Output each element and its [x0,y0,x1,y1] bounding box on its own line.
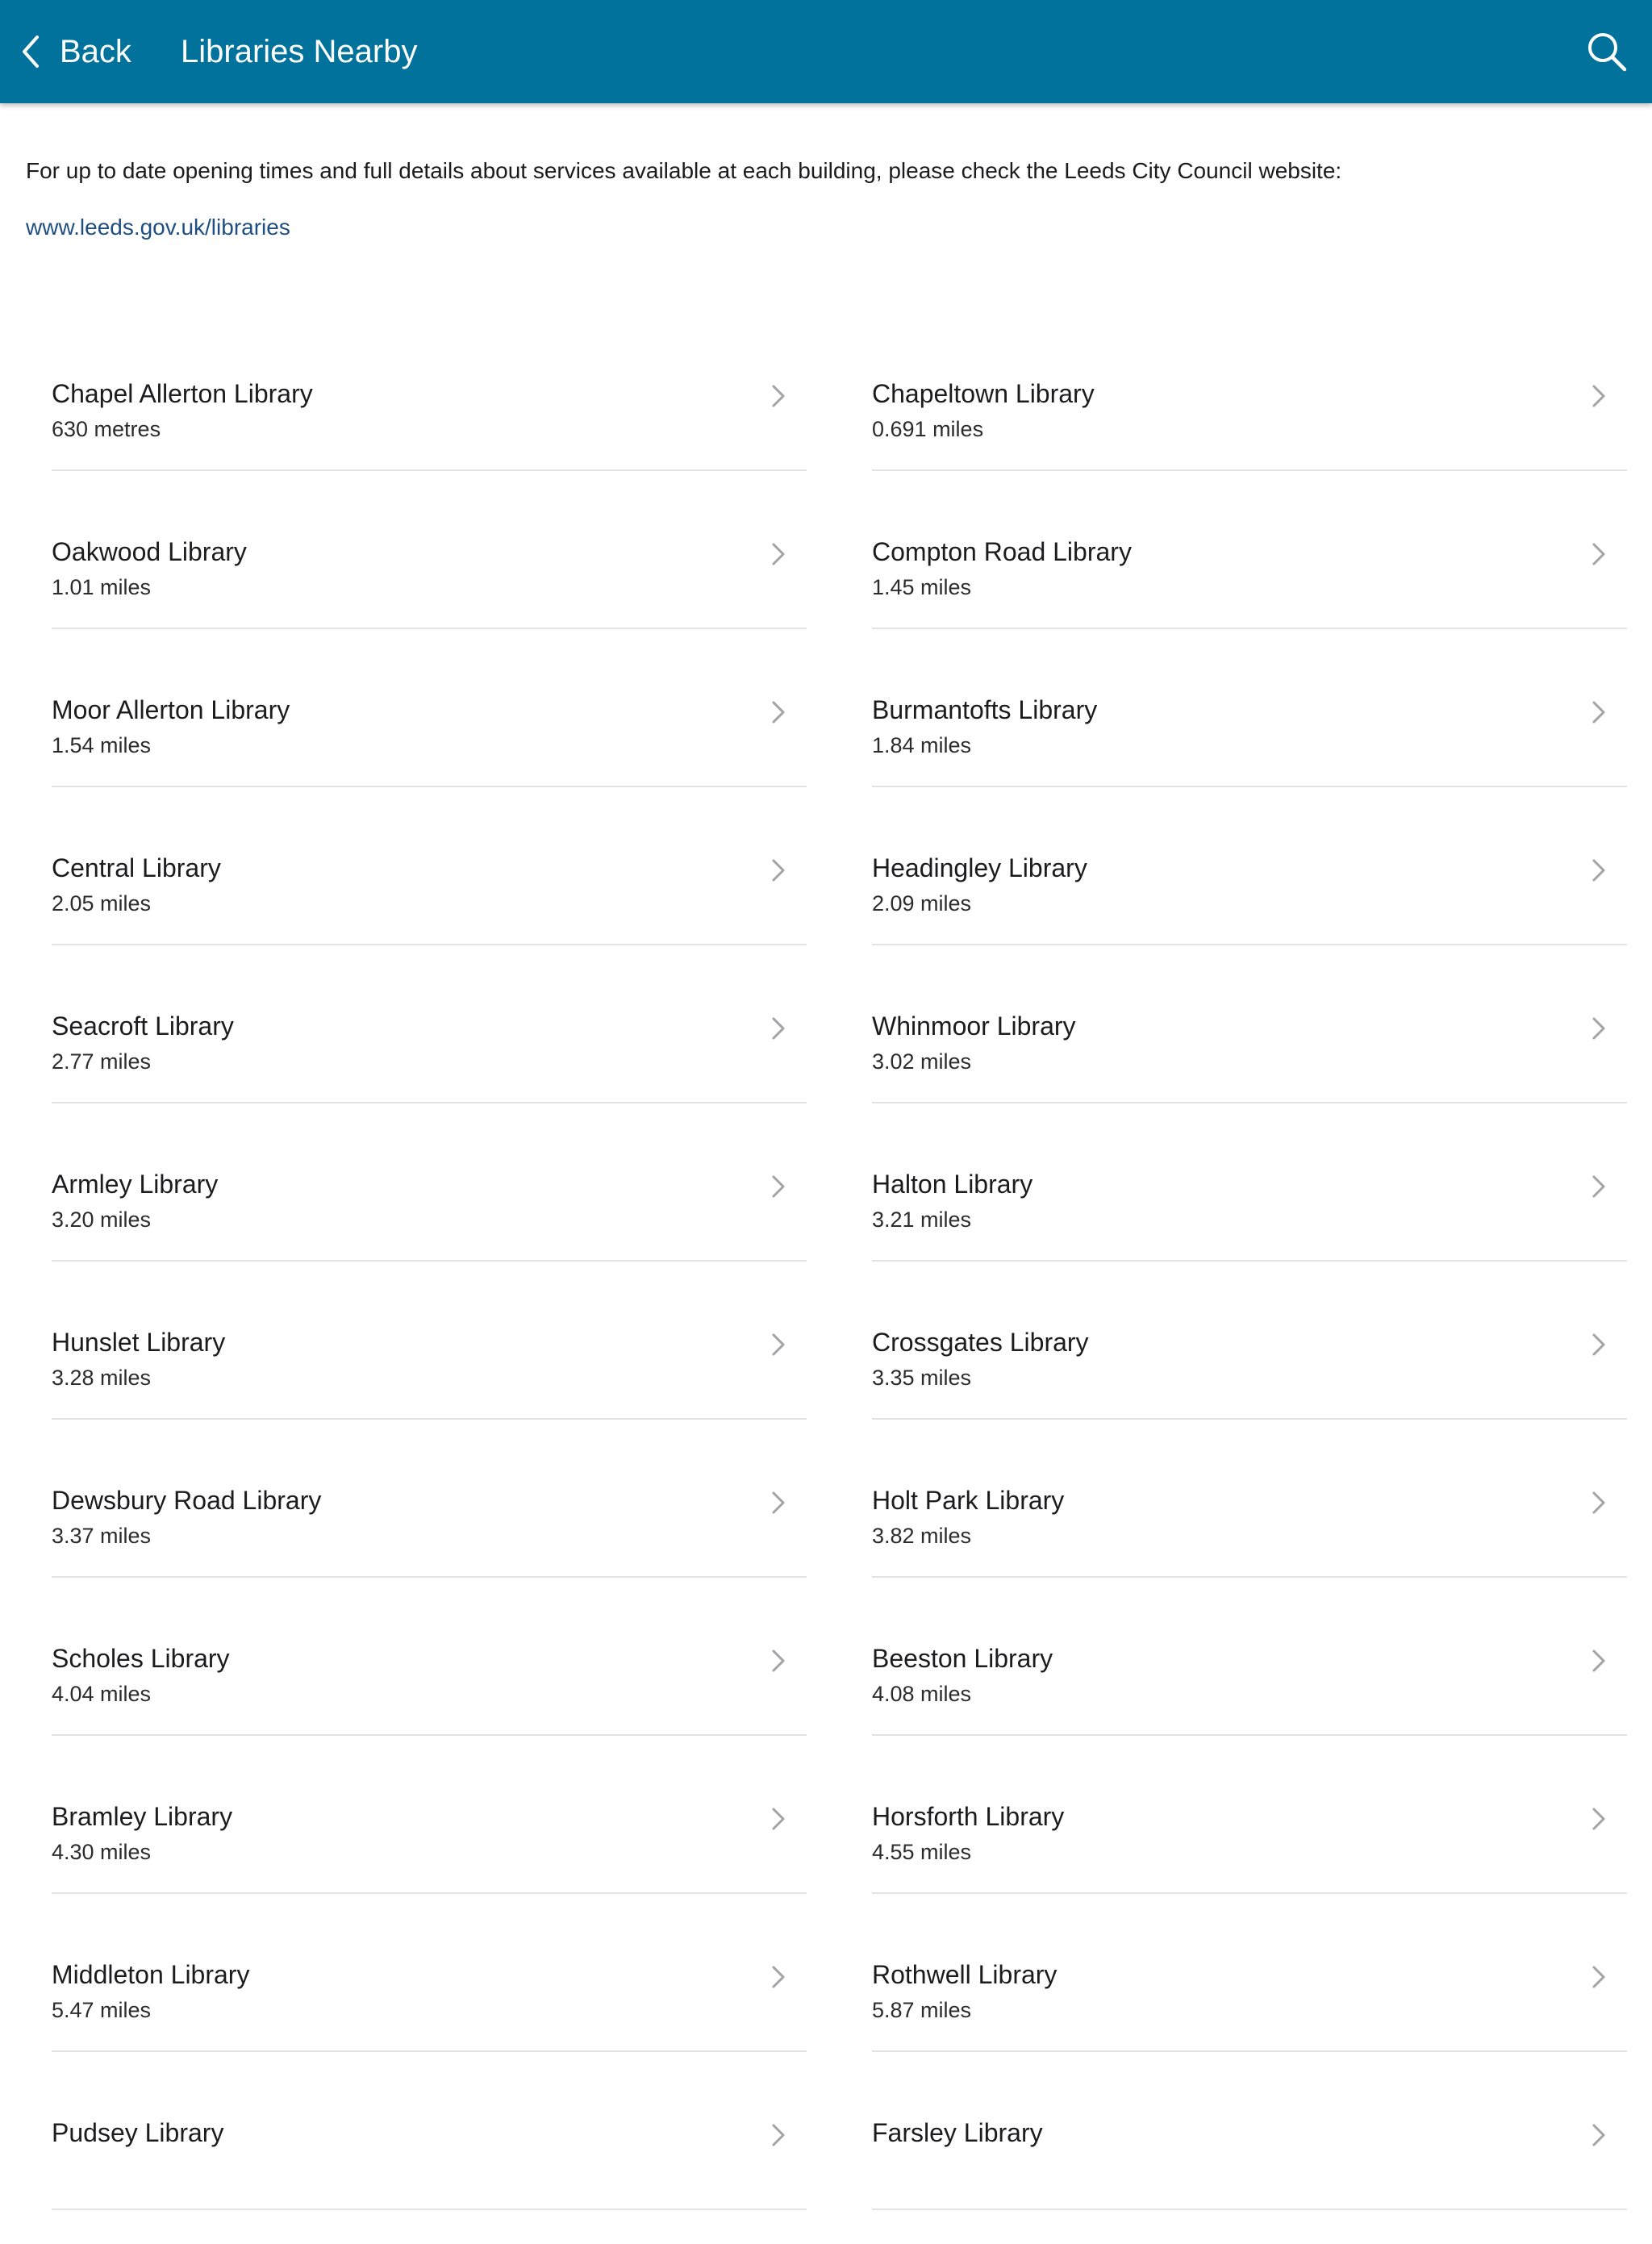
library-list-item[interactable] [52,1612,807,1770]
library-list-item[interactable] [872,2086,1627,2244]
library-list-item[interactable] [872,1454,1627,1612]
library-list-item[interactable] [872,505,1627,663]
library-name: Horsforth Library [872,1802,1065,1831]
library-list-item[interactable] [872,821,1627,979]
library-name: Farsley Library [872,2118,1043,2147]
library-name: Chapeltown Library [872,379,1095,408]
library-distance: 5.47 miles [52,1998,152,2022]
library-list-item[interactable] [52,1295,807,1454]
page-title: Libraries Nearby [181,34,418,69]
library-distance: 1.45 miles [872,575,972,599]
library-name: Bramley Library [52,1802,233,1831]
chevron-right-icon [1592,858,1606,882]
library-list-item[interactable] [872,663,1627,821]
chevron-right-icon [771,700,786,724]
library-name: Oakwood Library [52,537,247,566]
chevron-right-icon [1592,1965,1606,1989]
library-name: Headingley Library [872,853,1087,882]
chevron-right-icon [1592,1174,1606,1199]
top-navigation-bar [0,0,1652,103]
library-list-item[interactable] [872,347,1627,505]
library-distance: 3.37 miles [52,1524,152,1548]
chevron-right-icon [1592,700,1606,724]
library-name: Moor Allerton Library [52,695,290,724]
chevron-right-icon [771,1491,786,1515]
library-list-item[interactable] [52,1770,807,1928]
library-name: Scholes Library [52,1644,230,1673]
library-name: Burmantofts Library [872,695,1098,724]
library-name: Central Library [52,853,221,882]
library-list-item[interactable] [872,1770,1627,1928]
library-distance: 3.35 miles [872,1366,972,1390]
library-name: Seacroft Library [52,1011,234,1041]
library-list-item[interactable] [52,1928,807,2086]
chevron-right-icon [771,1333,786,1357]
library-list-item[interactable] [872,1137,1627,1295]
library-name: Holt Park Library [872,1486,1065,1515]
chevron-right-icon [771,542,786,566]
chevron-right-icon [771,1174,786,1199]
library-name: Pudsey Library [52,2118,224,2147]
library-name: Armley Library [52,1170,219,1199]
library-list-item[interactable] [872,1612,1627,1770]
library-distance: 4.30 miles [52,1840,152,1864]
chevron-right-icon [1592,1807,1606,1831]
library-list-item[interactable] [872,1295,1627,1454]
library-distance: 2.05 miles [52,891,152,916]
library-name: Rothwell Library [872,1960,1058,1989]
library-distance: 4.04 miles [52,1682,152,1706]
back-button[interactable] [19,24,131,79]
library-list-item[interactable] [52,2086,807,2244]
library-list-item[interactable] [52,663,807,821]
library-distance: 4.55 miles [872,1840,972,1864]
chevron-right-icon [1592,1333,1606,1357]
library-distance: 1.01 miles [52,575,152,599]
library-list [52,347,1626,2244]
library-distance: 0.691 miles [872,417,984,441]
library-distance: 4.08 miles [872,1682,972,1706]
library-distance: 2.77 miles [52,1049,152,1074]
chevron-right-icon [771,1649,786,1673]
library-distance: 3.28 miles [52,1366,152,1390]
council-website-link[interactable]: www.leeds.gov.uk/libraries [26,215,290,240]
chevron-right-icon [1592,384,1606,408]
library-distance: 630 metres [52,417,161,441]
library-distance: 1.54 miles [52,733,152,757]
library-distance: 1.84 miles [872,733,972,757]
library-distance: 2.09 miles [872,891,972,916]
library-name: Hunslet Library [52,1328,226,1357]
library-name: Beeston Library [872,1644,1053,1673]
library-list-item[interactable] [52,1454,807,1612]
library-name: Dewsbury Road Library [52,1486,322,1515]
chevron-right-icon [1592,2123,1606,2147]
intro-text: For up to date opening times and full details about services available at each building, please check the Leeds City Council website: [26,158,1342,183]
library-name: Middleton Library [52,1960,250,1989]
library-name: Chapel Allerton Library [52,379,313,408]
library-list-item[interactable] [52,505,807,663]
chevron-right-icon [771,1807,786,1831]
library-distance: 3.82 miles [872,1524,972,1548]
library-name: Halton Library [872,1170,1033,1199]
chevron-right-icon [1592,1016,1606,1041]
library-distance: 3.20 miles [52,1208,152,1232]
chevron-right-icon [771,384,786,408]
library-list-item[interactable] [52,821,807,979]
chevron-right-icon [1592,1649,1606,1673]
library-distance: 5.87 miles [872,1998,972,2022]
chevron-right-icon [771,858,786,882]
back-button-label: Back [60,34,131,69]
library-list-item[interactable] [872,1928,1627,2086]
library-distance: 3.02 miles [872,1049,972,1074]
chevron-right-icon [1592,542,1606,566]
chevron-left-icon [19,34,44,69]
library-list-item[interactable] [52,979,807,1137]
chevron-right-icon [771,1016,786,1041]
library-list-item[interactable] [872,979,1627,1137]
library-name: Compton Road Library [872,537,1132,566]
library-list-item[interactable] [52,347,807,505]
chevron-right-icon [771,2123,786,2147]
search-icon[interactable] [1584,29,1629,74]
chevron-right-icon [771,1965,786,1989]
library-list-item[interactable] [52,1137,807,1295]
library-distance: 3.21 miles [872,1208,972,1232]
library-name: Whinmoor Library [872,1011,1076,1041]
library-name: Crossgates Library [872,1328,1089,1357]
chevron-right-icon [1592,1491,1606,1515]
